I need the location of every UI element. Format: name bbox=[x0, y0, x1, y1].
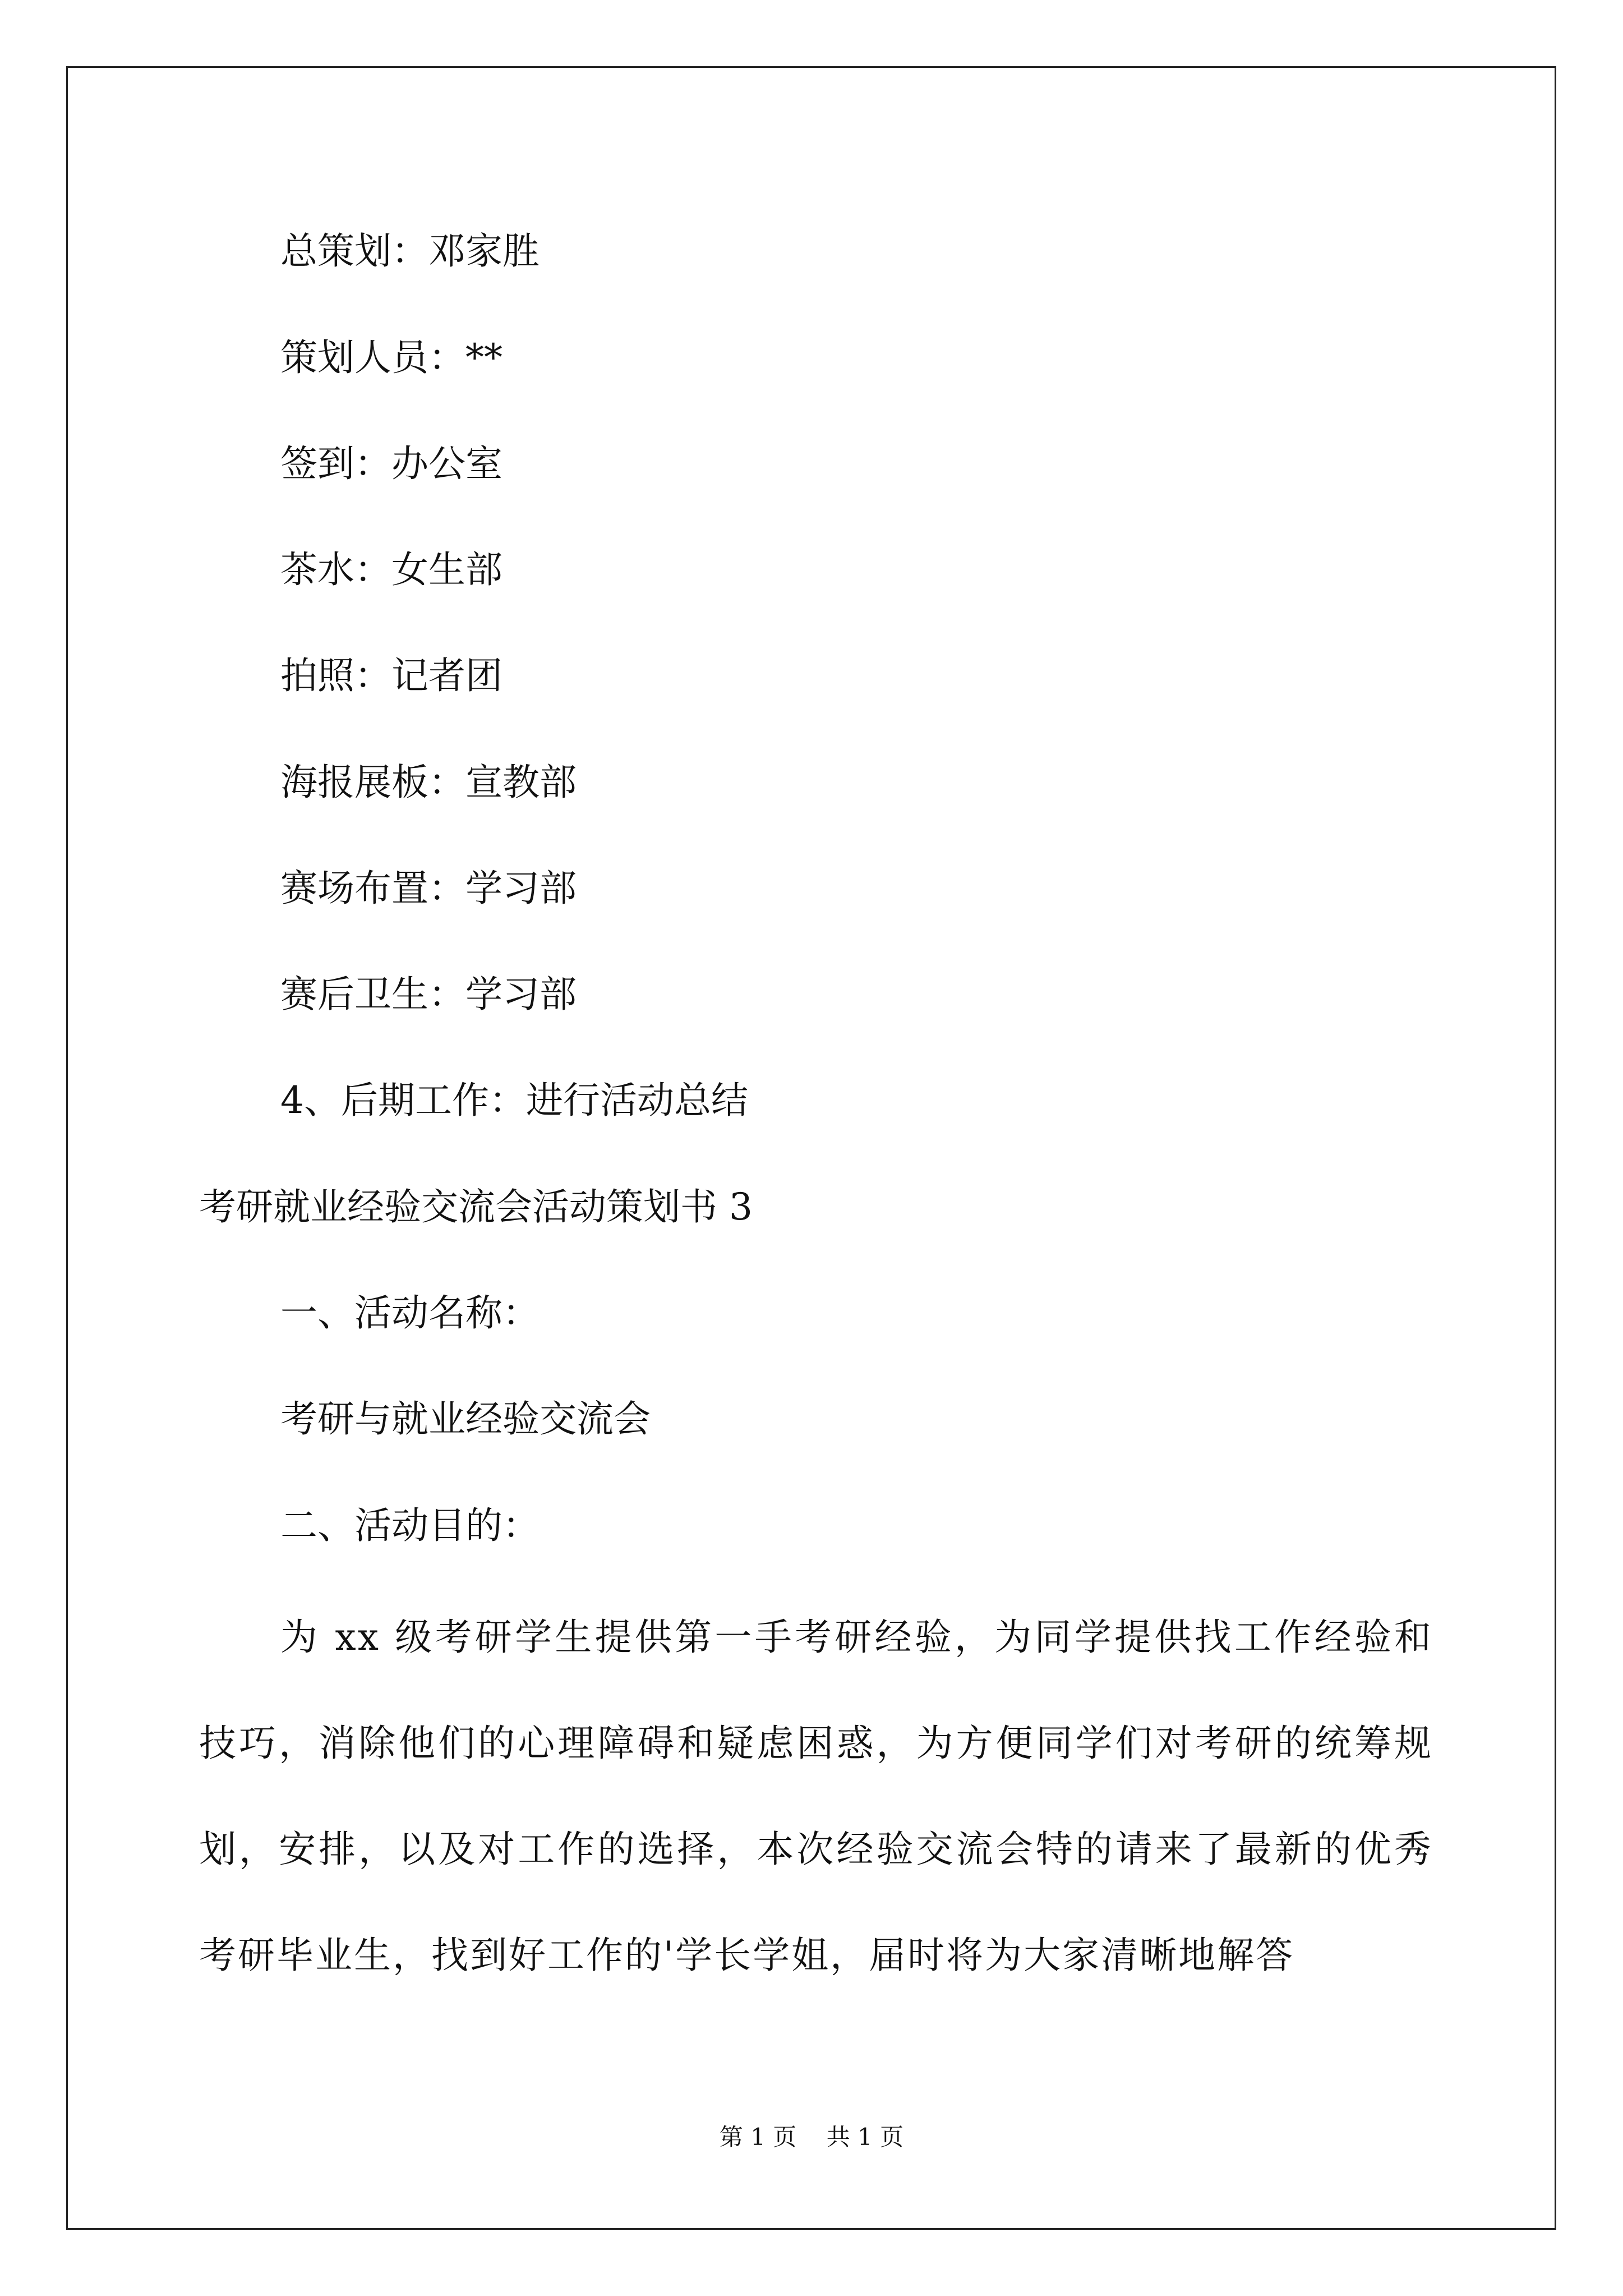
text-line-followup: 4、后期工作：进行活动总结 bbox=[280, 1079, 748, 1122]
item2-body-paragraph: 为 xx 级考研学生提供第一手考研经验，为同学提供找工作经验和技巧，消除他们的心理障碍和疑虑困惑，为方便同学们对考研的统筹规划，安排，以及对工作的选择，本次经验交流会特的请来了最新的优秀考研毕业生，找到好工作的'学长学姐，届时将为大家清晰地解答 bbox=[199, 1616, 1433, 1977]
text-line-poster: 海报展板：宣教部 bbox=[280, 761, 577, 804]
text-line-photo: 拍照：记者团 bbox=[280, 654, 502, 697]
text-line-cleanup: 赛后卫生：学习部 bbox=[280, 973, 577, 1016]
text-line-tea: 茶水：女生部 bbox=[280, 548, 502, 591]
text-line-chief-planner: 总策划：邓家胜 bbox=[280, 229, 540, 273]
item1-body: 考研与就业经验交流会 bbox=[280, 1397, 651, 1441]
text-line-planners: 策划人员：** bbox=[280, 336, 502, 379]
text-line-venue-setup: 赛场布置：学习部 bbox=[280, 867, 577, 910]
item1-heading: 一、活动名称： bbox=[280, 1291, 540, 1335]
section-title: 考研就业经验交流会活动策划书 3 bbox=[199, 1185, 753, 1228]
item2-heading: 二、活动目的： bbox=[280, 1504, 540, 1547]
page-footer: 第 1 页 共 1 页 bbox=[719, 2123, 904, 2151]
text-line-sign-in: 签到：办公室 bbox=[280, 442, 502, 485]
